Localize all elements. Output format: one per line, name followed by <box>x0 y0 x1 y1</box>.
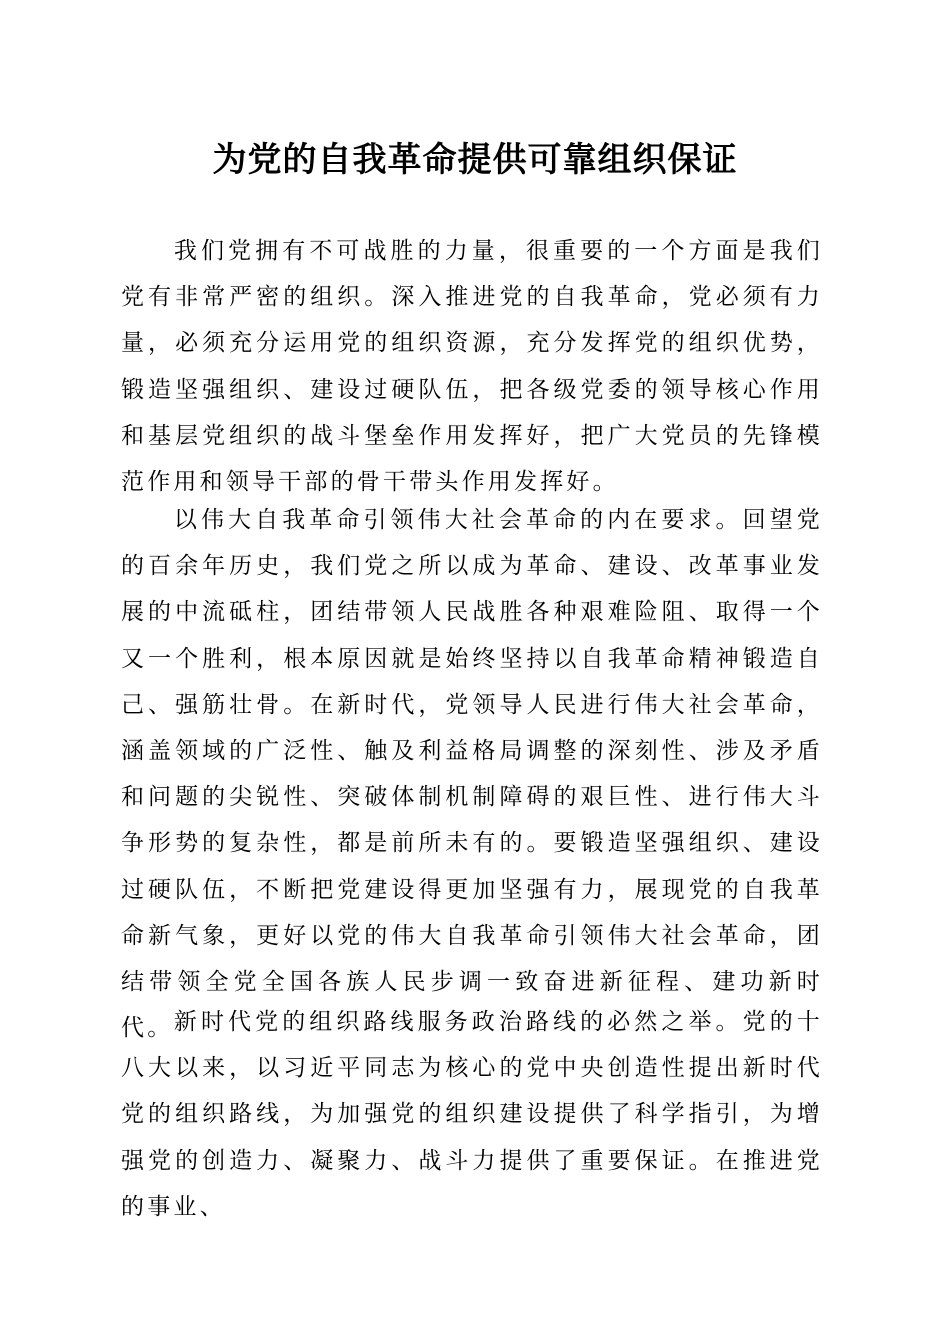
document-title: 为党的自我革命提供可靠组织保证 <box>212 140 738 180</box>
paragraph-3-text: 新时代党的组织路线服务政治路线的必然之举。党的十八大以来，以习近平同志为核心的党中央创造性提出新时代党的组织路线，为加强党的组织建设提供了科学指引，为增强党的创造力、凝聚力、战斗力提供了重要保证。在推进党的事业、 <box>121 1009 823 1220</box>
paragraph-3 <box>121 999 823 1230</box>
paragraph-1 <box>121 228 823 505</box>
paragraph-2 <box>121 497 823 1051</box>
paragraph-2-text: 以伟大自我革命引领伟大社会革命的内在要求。回望党的百余年历史，我们党之所以成为革命、建设、改革事业发展的中流砥柱，团结带领人民战胜各种艰难险阻、取得一个又一个胜利，根本原因就是始终坚持以自我革命精神锻造自己、强筋壮骨。在新时代，党领导人民进行伟大社会革命，涵盖领域的广泛性、触及利益格局调整的深刻性、涉及矛盾和问题的尖锐性、突破体制机制障碍的艰巨性、进行伟大斗争形势的复杂性，都是前所未有的。要锻造坚强组织、建设过硬队伍，不断把党建设得更加坚强有力，展现党的自我革命新气象，更好以党的伟大自我革命引领伟大社会革命，团结带领全党全国各族人民步调一致奋进新征程、建功新时代。 <box>121 507 823 1042</box>
paragraph-1-text: 我们党拥有不可战胜的力量，很重要的一个方面是我们党有非常严密的组织。深入推进党的自我革命，党必须有力量，必须充分运用党的组织资源，充分发挥党的组织优势，锻造坚强组织、建设过硬队伍，把各级党委的领导核心作用和基层党组织的战斗堡垒作用发挥好，把广大党员的先锋模范作用和领导干部的骨干带头作用发挥好。 <box>121 238 823 496</box>
